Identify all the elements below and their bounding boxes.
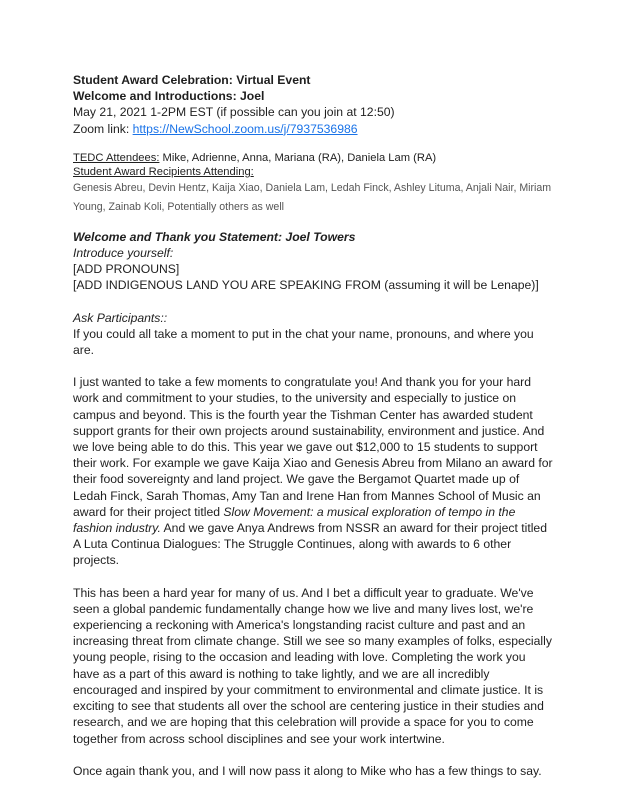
project-title-italic: Slow Movement: a musical exploration of tempo in the fashion industry. [73, 504, 516, 536]
add-land-placeholder: [ADD INDIGENOUS LAND YOU ARE SPEAKING FROM (assuming it will be Lenape)] [73, 278, 539, 293]
introduce-yourself-label: Introduce yourself: [73, 246, 174, 261]
zoom-link[interactable]: https://NewSchool.zoom.us/j/7937536986 [132, 121, 358, 136]
spacer [73, 747, 553, 763]
recipients-label: Student Award Recipients Attending: [73, 165, 254, 178]
paragraph-closing: Once again thank you, and I will now pass it along to Mike who has a few things to say. [73, 763, 542, 778]
event-datetime: May 21, 2021 1-2PM EST (if possible can you join at 12:50) [73, 105, 395, 120]
document-title: Student Award Celebration: Virtual Event [73, 73, 311, 87]
spacer [73, 137, 553, 151]
add-pronouns-placeholder: [ADD PRONOUNS] [73, 262, 180, 277]
tedc-attendees-names: Mike, Adrienne, Anna, Mariana (RA), Daniela Lam (RA) [159, 151, 437, 164]
section-subtitle: Welcome and Introductions: Joel [73, 89, 265, 104]
tedc-attendees-label: TEDC Attendees: [73, 151, 160, 164]
tedc-attendees [73, 151, 553, 165]
statement-heading: Welcome and Thank you Statement: Joel Towers [73, 229, 356, 244]
spacer [73, 217, 553, 229]
ask-participants-label: Ask Participants:: [73, 310, 168, 325]
ask-participants-text: If you could all take a moment to put in the chat your name, pronouns, and where you are. [73, 326, 534, 358]
paragraph-text: I just wanted to take a few moments to congratulate you! And thank you for your hard work and commitment to your studies, to the university and especially to justice on campus and beyond. This is the fourth year the Tishman Center has awarded student support grants for their own projects around sustainability, environment and justice. And we love being able to do this. This year we gave out $12,000 to 15 students to support their work. For example we gave Kaija Xiao and Genesis Abreu from Milano an award for their food sovereignty and land project. We gave the Bergamot Quartet made up of Ledah Finck, Sarah Thomas, Amy Tan and Irene Han from Mannes School of Music an award for their project titled [73, 375, 553, 519]
paragraph-congratulations [73, 374, 553, 568]
paragraph-text: And we gave Anya Andrews from NSSR an award for their project titled A Luta Continua Dialogues: The Struggle Continues, along with awards to 6 other projects. [73, 521, 547, 568]
paragraph-hard-year: This has been a hard year for many of us. And I bet a difficult year to graduate. We've seen a global pandemic fundamentally change how we live and many lives lost, we're experiencing a reckoning with America's longstanding racist culture and past and an increasing threat from climate change. Still we see so many examples of folks, especially young people, rising to the occasion and leading with love. Completing the work you have as a part of this award is nothing to take lightly, and we are all incredibly encouraged and inspired by your commitment to environmental and climate justice. It is exciting to see that students all over the school are centering justice in their studies and research, and we are hoping that this celebration will provide a space for you to come together from across school disciplines and see your work intertwine. [73, 585, 552, 746]
recipients-names: Genesis Abreu, Devin Hentz, Kaija Xiao, Daniela Lam, Ledah Finck, Ashley Lituma, Anjali Nair, Miriam Young, Zainab Koli, Potentially others as well [73, 181, 552, 213]
document-page [73, 72, 553, 779]
spacer [73, 294, 553, 310]
spacer [73, 358, 553, 374]
zoom-link-label: Zoom link: [73, 121, 133, 136]
zoom-link-line [73, 121, 553, 137]
spacer [73, 569, 553, 585]
